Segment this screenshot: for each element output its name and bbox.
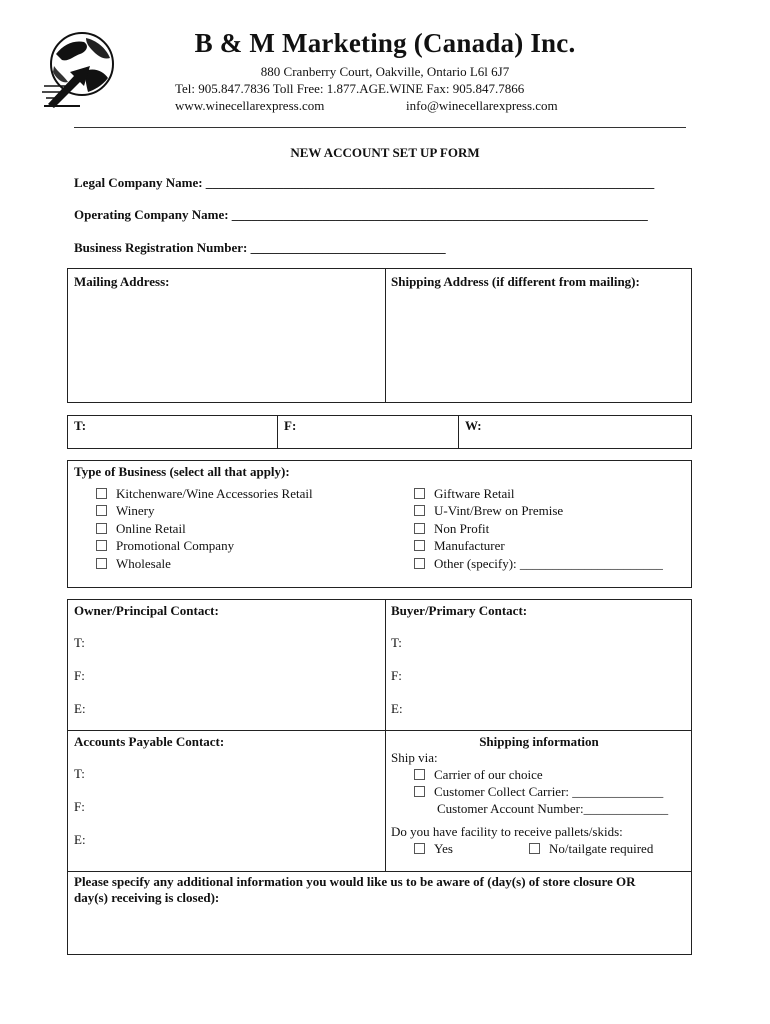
owner-telephone-field[interactable]: T: <box>74 635 85 650</box>
customer-account-number-field[interactable]: Customer Account Number:_____________ <box>437 801 669 816</box>
address-divider <box>385 268 386 403</box>
business-type-option[interactable]: Promotional Company <box>96 538 234 554</box>
checkbox-icon[interactable] <box>414 523 425 534</box>
pallets-no-option[interactable]: No/tailgate required <box>529 841 653 857</box>
telephone-label: T: <box>74 418 87 433</box>
checkbox-icon[interactable] <box>414 786 425 797</box>
mailing-address-label: Mailing Address: <box>74 274 170 289</box>
company-name: B & M Marketing (Canada) Inc. <box>194 28 576 58</box>
checkbox-icon[interactable] <box>414 843 425 854</box>
additional-info-label-line2: day(s) receiving is closed): <box>74 890 220 905</box>
additional-info-divider <box>67 871 692 872</box>
customer-collect-option[interactable]: Customer Collect Carrier: ______________ <box>414 784 663 800</box>
contacts-row-divider <box>67 730 692 731</box>
owner-contact-heading: Owner/Principal Contact: <box>74 603 219 618</box>
checkbox-icon[interactable] <box>414 505 425 516</box>
additional-info-input[interactable] <box>70 908 689 952</box>
checkbox-icon[interactable] <box>529 843 540 854</box>
phone-row-divider-2 <box>458 415 459 449</box>
checkbox-icon[interactable] <box>414 540 425 551</box>
additional-info-label-line1: Please specify any additional information you would like us to be aware of (day(s) of store closure OR <box>74 874 636 889</box>
shipping-address-input[interactable] <box>389 295 689 400</box>
business-type-option[interactable]: Kitchenware/Wine Accessories Retail <box>96 486 313 502</box>
checkbox-icon[interactable] <box>96 558 107 569</box>
business-type-option[interactable]: Non Profit <box>414 521 489 537</box>
business-type-option[interactable]: Other (specify): ______________________ <box>414 556 663 572</box>
owner-fax-field[interactable]: F: <box>74 668 85 683</box>
form-title: NEW ACCOUNT SET UP FORM <box>290 145 480 160</box>
business-type-option[interactable]: Winery <box>96 503 154 519</box>
phone-row-divider-1 <box>277 415 278 449</box>
ap-contact-heading: Accounts Payable Contact: <box>74 734 225 749</box>
business-registration-field[interactable]: Business Registration Number: ______________________________ <box>74 240 446 255</box>
ship-via-label: Ship via: <box>391 750 438 765</box>
pallets-yes-option[interactable]: Yes <box>414 841 453 857</box>
ap-email-field[interactable]: E: <box>74 832 86 847</box>
company-address: 880 Cranberry Court, Oakville, Ontario L6l 6J7 <box>260 64 510 79</box>
business-type-heading: Type of Business (select all that apply): <box>74 464 290 479</box>
checkbox-icon[interactable] <box>96 540 107 551</box>
buyer-email-field[interactable]: E: <box>391 701 403 716</box>
business-type-option[interactable]: Online Retail <box>96 521 186 537</box>
checkbox-icon[interactable] <box>414 769 425 780</box>
company-website[interactable]: www.winecellarexpress.com <box>175 98 325 113</box>
business-type-option[interactable]: Manufacturer <box>414 538 505 554</box>
checkbox-icon[interactable] <box>414 488 425 499</box>
buyer-contact-heading: Buyer/Primary Contact: <box>391 603 528 618</box>
header-divider <box>74 127 686 128</box>
checkbox-icon[interactable] <box>96 505 107 516</box>
operating-company-name-field[interactable]: Operating Company Name: ________________________________________________________________ <box>74 207 648 222</box>
ap-fax-field[interactable]: F: <box>74 799 85 814</box>
buyer-fax-field[interactable]: F: <box>391 668 402 683</box>
business-type-option[interactable]: U-Vint/Brew on Premise <box>414 503 563 519</box>
pallets-question: Do you have facility to receive pallets/skids: <box>391 824 623 839</box>
mailing-address-input[interactable] <box>70 295 382 400</box>
company-phones: Tel: 905.847.7836 Toll Free: 1.877.AGE.WINE Fax: 905.847.7866 <box>175 81 525 96</box>
carrier-of-choice-option[interactable]: Carrier of our choice <box>414 767 543 783</box>
checkbox-icon[interactable] <box>414 558 425 569</box>
fax-label: F: <box>284 418 297 433</box>
business-type-option[interactable]: Giftware Retail <box>414 486 515 502</box>
ap-telephone-field[interactable]: T: <box>74 766 85 781</box>
phone-row-box <box>67 415 692 449</box>
checkbox-icon[interactable] <box>96 523 107 534</box>
shipping-address-label: Shipping Address (if different from mailing): <box>391 274 640 289</box>
buyer-telephone-field[interactable]: T: <box>391 635 402 650</box>
company-email[interactable]: info@winecellarexpress.com <box>406 98 558 113</box>
business-type-option[interactable]: Wholesale <box>96 556 171 572</box>
legal-company-name-field[interactable]: Legal Company Name: _____________________________________________________________________ <box>74 175 655 190</box>
website-label: W: <box>465 418 482 433</box>
checkbox-icon[interactable] <box>96 488 107 499</box>
owner-email-field[interactable]: E: <box>74 701 86 716</box>
shipping-info-heading: Shipping information <box>479 734 599 749</box>
